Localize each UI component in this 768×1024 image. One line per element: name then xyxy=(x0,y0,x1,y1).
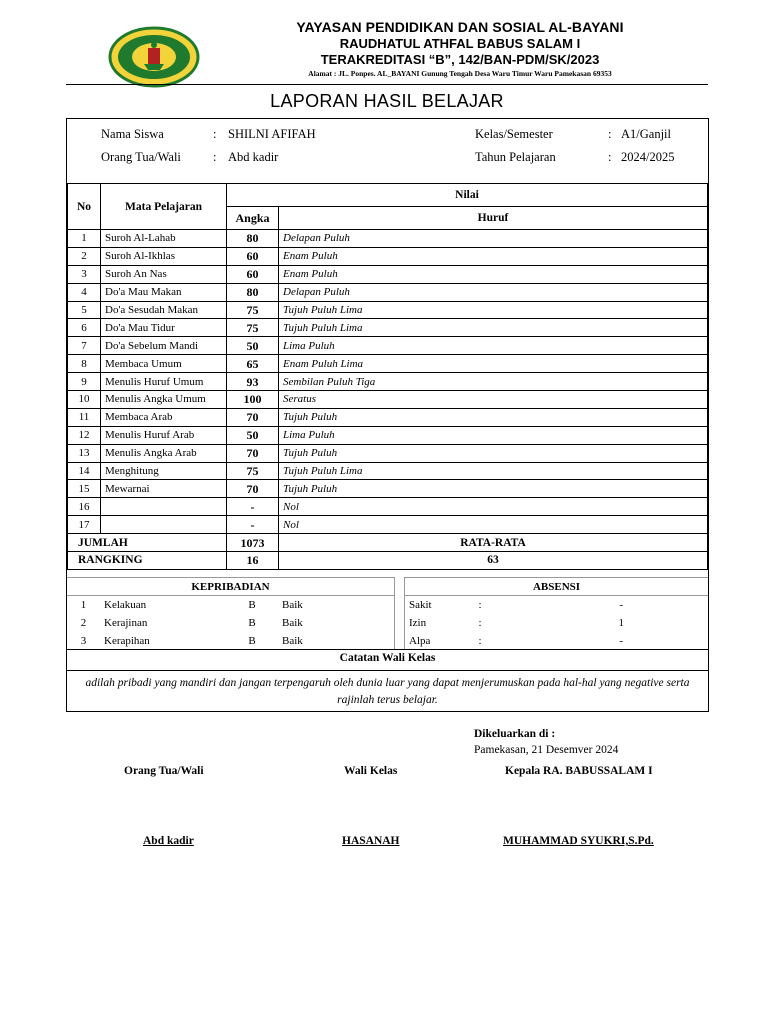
kep-aspect: Kelakuan xyxy=(104,598,147,611)
grades-table xyxy=(67,183,708,570)
school-address: Alamat : JL. Ponpes. AL_BAYANI Gunung Tengah Desa Waru Timur Waru Pamekasan 69353 xyxy=(308,69,612,78)
grade-row xyxy=(68,516,708,534)
row-angka: 60 xyxy=(227,247,279,265)
abs-label: Izin xyxy=(405,614,475,632)
grade-row xyxy=(68,265,708,283)
school-logo xyxy=(108,26,200,88)
row-huruf: Tujuh Puluh Lima xyxy=(279,301,708,319)
year-value: 2024/2025 xyxy=(621,150,675,164)
row-subject: Menulis Angka Arab xyxy=(101,444,227,462)
grade-row xyxy=(68,498,708,516)
row-subject: Suroh Al-Ikhlas xyxy=(101,247,227,265)
absensi-row xyxy=(405,596,709,614)
row-subject: Menulis Huruf Arab xyxy=(101,426,227,444)
row-no: 15 xyxy=(68,480,101,498)
grade-row xyxy=(68,355,708,373)
student-name: SHILNI AFIFAH xyxy=(228,127,316,141)
abs-colon: : xyxy=(478,634,482,647)
parent-name: Abd kadir xyxy=(228,150,279,164)
name-label: Nama Siswa xyxy=(101,127,164,141)
row-angka: 65 xyxy=(227,355,279,373)
row-angka: - xyxy=(227,498,279,516)
kep-grade: B xyxy=(248,634,256,647)
accreditation: TERAKREDITASI “B”, 142/BAN-PDM/SK/2023 xyxy=(320,52,600,67)
jumlah-value: 1073 xyxy=(227,534,279,552)
row-no: 7 xyxy=(68,337,101,355)
row-no: 6 xyxy=(68,319,101,337)
row-huruf: Lima Puluh xyxy=(279,426,708,444)
row-no: 10 xyxy=(68,391,101,409)
absensi-title: ABSENSI xyxy=(405,578,709,596)
row-no: 1 xyxy=(68,230,101,248)
row-angka: 75 xyxy=(227,319,279,337)
kep-desc: Baik xyxy=(278,614,395,632)
issued-place-date: Pamekasan, 21 Desemver 2024 xyxy=(474,744,619,756)
row-angka: 75 xyxy=(227,462,279,480)
row-huruf: Tujuh Puluh xyxy=(279,408,708,426)
row-subject: Do'a Sesudah Makan xyxy=(101,301,227,319)
row-angka: 70 xyxy=(227,444,279,462)
grade-row xyxy=(68,462,708,480)
parent-sign-label: Orang Tua/Wali xyxy=(124,765,204,777)
issued-label: Dikeluarkan di : xyxy=(474,728,556,740)
kep-grade: B xyxy=(248,598,256,611)
row-huruf: Delapan Puluh xyxy=(279,283,708,301)
rangking-label: RANGKING xyxy=(68,552,227,570)
row-huruf: Delapan Puluh xyxy=(279,230,708,248)
kepribadian-title: KEPRIBADIAN xyxy=(67,578,395,596)
row-angka: 80 xyxy=(227,283,279,301)
row-no: 14 xyxy=(68,462,101,480)
abs-label: Alpa xyxy=(405,632,475,650)
class-label: Kelas/Semester xyxy=(475,127,553,141)
grade-row xyxy=(68,247,708,265)
row-subject: Membaca Umum xyxy=(101,355,227,373)
row-no: 5 xyxy=(68,301,101,319)
row-subject: Membaca Arab xyxy=(101,408,227,426)
catatan-title: Catatan Wali Kelas xyxy=(339,652,436,664)
row-no: 2 xyxy=(68,247,101,265)
head-sign-name: MUHAMMAD SYUKRI,S.Pd. xyxy=(503,835,654,847)
row-huruf: Tujuh Puluh xyxy=(279,480,708,498)
teacher-sign-name: HASANAH xyxy=(342,835,400,847)
col-nilai: Nilai xyxy=(227,184,708,207)
abs-value: 1 xyxy=(618,616,624,629)
row-subject xyxy=(101,516,227,534)
row-angka: 70 xyxy=(227,480,279,498)
kepribadian-table xyxy=(67,577,395,650)
foundation-name: YAYASAN PENDIDIKAN DAN SOSIAL AL-BAYANI xyxy=(296,19,624,35)
letterhead xyxy=(0,18,768,84)
row-no: 17 xyxy=(68,516,101,534)
row-huruf: Sembilan Puluh Tiga xyxy=(279,373,708,391)
colon: : xyxy=(213,150,217,164)
grade-row xyxy=(68,426,708,444)
row-subject: Do'a Mau Tidur xyxy=(101,319,227,337)
row-subject: Menulis Angka Umum xyxy=(101,391,227,409)
row-huruf: Seratus xyxy=(279,391,708,409)
row-huruf: Enam Puluh xyxy=(279,265,708,283)
row-huruf: Tujuh Puluh Lima xyxy=(279,319,708,337)
row-no: 13 xyxy=(68,444,101,462)
rata-value: 63 xyxy=(279,552,708,570)
kep-no: 1 xyxy=(80,598,87,611)
colon: : xyxy=(213,127,217,141)
row-no: 16 xyxy=(68,498,101,516)
row-angka: 100 xyxy=(227,391,279,409)
abs-label: Sakit xyxy=(405,596,475,614)
grade-row xyxy=(68,230,708,248)
row-angka: - xyxy=(227,516,279,534)
row-no: 12 xyxy=(68,426,101,444)
row-no: 11 xyxy=(68,408,101,426)
row-huruf: Lima Puluh xyxy=(279,337,708,355)
grade-row xyxy=(68,319,708,337)
col-subject: Mata Pelajaran xyxy=(101,184,227,230)
kepribadian-row xyxy=(67,632,395,650)
row-no: 8 xyxy=(68,355,101,373)
abs-value: - xyxy=(619,634,624,647)
abs-colon: : xyxy=(478,616,482,629)
row-angka: 75 xyxy=(227,301,279,319)
head-sign-label: Kepala RA. BABUSSALAM I xyxy=(505,765,653,777)
divider xyxy=(67,670,708,671)
grade-row xyxy=(68,408,708,426)
class-value: A1/Ganjil xyxy=(621,127,671,141)
row-no: 3 xyxy=(68,265,101,283)
colon: : xyxy=(608,150,612,164)
row-no: 9 xyxy=(68,373,101,391)
row-no: 4 xyxy=(68,283,101,301)
kep-no: 2 xyxy=(80,616,87,629)
school-name: RAUDHATUL ATHFAL BABUS SALAM I xyxy=(339,36,581,51)
col-no: No xyxy=(68,184,101,230)
kep-aspect: Kerapihan xyxy=(104,634,150,647)
header-divider xyxy=(66,84,708,85)
row-subject: Do'a Mau Makan xyxy=(101,283,227,301)
row-subject: Suroh Al-Lahab xyxy=(101,230,227,248)
absensi-row xyxy=(405,632,709,650)
rangking-value: 16 xyxy=(227,552,279,570)
col-angka: Angka xyxy=(227,207,279,230)
row-huruf: Enam Puluh Lima xyxy=(279,355,708,373)
row-angka: 70 xyxy=(227,408,279,426)
kep-aspect: Kerajinan xyxy=(104,616,148,629)
abs-value: - xyxy=(619,598,624,611)
row-subject: Menghitung xyxy=(101,462,227,480)
row-subject: Do'a Sebelum Mandi xyxy=(101,337,227,355)
absensi-rows xyxy=(405,596,709,650)
row-angka: 60 xyxy=(227,265,279,283)
kep-desc: Baik xyxy=(278,596,395,614)
row-huruf: Tujuh Puluh xyxy=(279,444,708,462)
kep-no: 3 xyxy=(80,634,87,647)
teacher-sign-label: Wali Kelas xyxy=(344,765,398,777)
row-huruf: Enam Puluh xyxy=(279,247,708,265)
grade-row xyxy=(68,373,708,391)
col-huruf: Huruf xyxy=(279,207,708,230)
grade-row xyxy=(68,480,708,498)
row-angka: 50 xyxy=(227,337,279,355)
row-huruf: Nol xyxy=(279,516,708,534)
absensi-row xyxy=(405,614,709,632)
row-subject: Mewarnai xyxy=(101,480,227,498)
row-subject: Menulis Huruf Umum xyxy=(101,373,227,391)
jumlah-label: JUMLAH xyxy=(68,534,227,552)
grade-row xyxy=(68,301,708,319)
kepribadian-row xyxy=(67,614,395,632)
absensi-table xyxy=(404,577,708,650)
report-box xyxy=(66,118,709,712)
colon: : xyxy=(608,127,612,141)
grade-rows xyxy=(68,230,708,534)
grade-row xyxy=(68,283,708,301)
row-angka: 93 xyxy=(227,373,279,391)
row-angka: 50 xyxy=(227,426,279,444)
parent-sign-name: Abd kadir xyxy=(143,835,194,847)
row-subject xyxy=(101,498,227,516)
grade-row xyxy=(68,337,708,355)
catatan-text: adilah pribadi yang mandiri dan jangan terpengaruh oleh dunia luar yang dapat menjerumuskan pada hal-hal yang negative serta rajinlah terus belajar. xyxy=(85,677,690,706)
row-angka: 80 xyxy=(227,230,279,248)
grade-row xyxy=(68,444,708,462)
kep-desc: Baik xyxy=(278,632,395,650)
parent-label: Orang Tua/Wali xyxy=(101,150,181,164)
divider xyxy=(67,649,708,650)
year-label: Tahun Pelajaran xyxy=(475,150,556,164)
row-huruf: Nol xyxy=(279,498,708,516)
rata-label: RATA-RATA xyxy=(279,534,708,552)
grade-row xyxy=(68,391,708,409)
row-subject: Suroh An Nas xyxy=(101,265,227,283)
abs-colon: : xyxy=(478,598,482,611)
kepribadian-row xyxy=(67,596,395,614)
kep-grade: B xyxy=(248,616,256,629)
kepribadian-rows xyxy=(67,596,395,650)
row-huruf: Tujuh Puluh Lima xyxy=(279,462,708,480)
report-title: LAPORAN HASIL BELAJAR xyxy=(270,91,504,111)
